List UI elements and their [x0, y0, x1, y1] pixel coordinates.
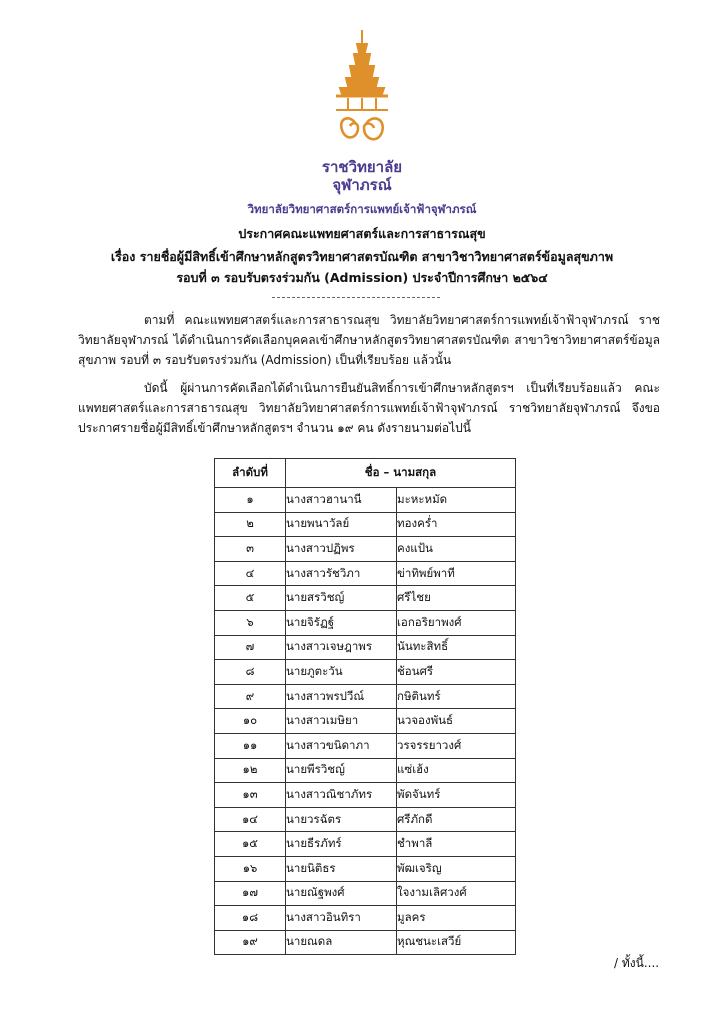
row-number: ๔	[215, 561, 286, 586]
table-header-row	[215, 459, 516, 488]
table-row	[215, 758, 516, 783]
row-number: ๑๐	[215, 709, 286, 734]
table-row	[215, 537, 516, 562]
table-row	[215, 561, 516, 586]
row-first-name: นางสาวพรปวีณ์	[286, 684, 397, 709]
paragraph-1	[78, 310, 660, 370]
row-first-name: นายธีรภัทร์	[286, 832, 397, 857]
row-first-name: นางสาวเจษฎาพร	[286, 635, 397, 660]
row-last-name: คงแป้น	[397, 537, 516, 562]
row-last-name: ข่าทิพย์พาที	[397, 561, 516, 586]
university-name-line2: จุฬาภรณ์	[332, 176, 392, 194]
row-number: ๗	[215, 635, 286, 660]
table-row	[215, 856, 516, 881]
separator-line	[272, 297, 440, 298]
row-number: ๑๙	[215, 930, 286, 955]
row-first-name: นายพีรวิชญ์	[286, 758, 397, 783]
row-number: ๙	[215, 684, 286, 709]
paragraph-2-text: ผู้ผ่านการคัดเลือกได้ดำเนินการยืนยันสิทธิ์การเข้าศึกษาหลักสูตรฯ เป็นที่เรียบร้อยแล้ว คณะแพทยศาสตร์และการสาธารณสุข วิทยาลัยวิทยาศาสตร์การแพทย์เจ้าฟ้าจุฬาภรณ์ ราชวิทยาลัยจุฬาภรณ์ จึงขอประกาศรายชื่อผู้มีสิทธิ์เข้าศึกษาหลักสูตรฯ จำนวน ๑๙ คน ดังรายนามต่อไปนี้	[78, 381, 660, 435]
row-number: ๕	[215, 586, 286, 611]
row-last-name: นวจองพันธ์	[397, 709, 516, 734]
table-row	[215, 832, 516, 857]
row-number: ๑๓	[215, 783, 286, 808]
university-name-line1: ราชวิทยาลัย	[321, 158, 403, 176]
row-first-name: นางสาวเมษิยา	[286, 709, 397, 734]
row-first-name: นายพนาวัลย์	[286, 512, 397, 537]
table-row	[215, 709, 516, 734]
announcement-subject: เรื่อง รายชื่อผู้มีสิทธิ์เข้าศึกษาหลักสูตรวิทยาศาสตรบัณฑิต สาขาวิชาวิทยาศาสตร์ข้อมูลสุขภาพ	[110, 249, 614, 264]
paragraph-2	[78, 378, 660, 438]
row-first-name: นายจิรัฏฐ์	[286, 610, 397, 635]
row-first-name: นางสาวอินทิรา	[286, 906, 397, 931]
row-first-name: นายณดล	[286, 930, 397, 955]
row-last-name: ใจงามเลิศวงศ์	[397, 881, 516, 906]
row-last-name: ทองคร่ำ	[397, 512, 516, 537]
table-row	[215, 586, 516, 611]
row-first-name: นายวรฉัตร	[286, 807, 397, 832]
continued-marker: / ทั้งนี้....	[614, 956, 660, 970]
paragraph-2-lead: บัดนี้	[144, 381, 168, 395]
row-first-name: นายสรวิชญ์	[286, 586, 397, 611]
row-first-name: นางสาวฮานานี	[286, 488, 397, 513]
row-last-name: นันทะสิทธิ์	[397, 635, 516, 660]
college-emblem-icon	[332, 30, 392, 152]
table-row	[215, 684, 516, 709]
row-last-name: พัฒเจริญ	[397, 856, 516, 881]
row-number: ๘	[215, 660, 286, 685]
row-last-name: ศรีไชย	[397, 586, 516, 611]
row-last-name: มูลคร	[397, 906, 516, 931]
table-row	[215, 906, 516, 931]
paragraph-1-lead: ตามที่	[144, 313, 175, 327]
table-row	[215, 930, 516, 955]
row-first-name: นางสาวปฏิพร	[286, 537, 397, 562]
column-header-name: ชื่อ – นามสกุล	[286, 459, 516, 488]
table-row	[215, 488, 516, 513]
table-row	[215, 635, 516, 660]
row-last-name: เอกอริยาพงศ์	[397, 610, 516, 635]
row-last-name: แซ่เฮ้ง	[397, 758, 516, 783]
row-last-name: กษิตินทร์	[397, 684, 516, 709]
table-row	[215, 783, 516, 808]
announcement-round: รอบที่ ๓ รอบรับตรงร่วมกัน (Admission) ประจำปีการศึกษา ๒๕๖๔	[176, 270, 548, 285]
row-number: ๑๒	[215, 758, 286, 783]
row-last-name: ศรีภักดี	[397, 807, 516, 832]
table-row	[215, 807, 516, 832]
announcement-title: ประกาศคณะแพทยศาสตร์และการสาธารณสุข	[238, 226, 486, 241]
row-number: ๖	[215, 610, 286, 635]
table-row	[215, 881, 516, 906]
row-number: ๑๗	[215, 881, 286, 906]
row-first-name: นายนิติธร	[286, 856, 397, 881]
table-row	[215, 512, 516, 537]
row-number: ๑๘	[215, 906, 286, 931]
row-first-name: นางสาวณิชาภัทร	[286, 783, 397, 808]
row-first-name: นายภูตะวัน	[286, 660, 397, 685]
row-number: ๑๖	[215, 856, 286, 881]
row-last-name: ชำพาลี	[397, 832, 516, 857]
row-number: ๑	[215, 488, 286, 513]
row-last-name: วรจรรยาวงศ์	[397, 733, 516, 758]
column-header-no: ลำดับที่	[215, 459, 286, 488]
row-number: ๑๔	[215, 807, 286, 832]
row-last-name: ช้อนศรี	[397, 660, 516, 685]
paragraph-1-text: คณะแพทยศาสตร์และการสาธารณสุข วิทยาลัยวิทยาศาสตร์การแพทย์เจ้าฟ้าจุฬาภรณ์ ราชวิทยาลัยจุฬาภรณ์ ได้ดำเนินการคัดเลือกบุคคลเข้าศึกษาหลักสูตรวิทยาศาสตรบัณฑิต สาขาวิชาวิทยาศาสตร์ข้อมูลสุขภาพ รอบที่ ๓ รอบรับตรงร่วมกัน (Admission) เป็นที่เรียบร้อย แล้วนั้น	[78, 313, 660, 367]
admitted-students-table	[214, 458, 516, 955]
row-number: ๑๕	[215, 832, 286, 857]
row-first-name: นางสาวรัชวิภา	[286, 561, 397, 586]
row-first-name: นายณัฐพงศ์	[286, 881, 397, 906]
row-first-name: นางสาวขนิดาภา	[286, 733, 397, 758]
row-last-name: หุณชนะเสวีย์	[397, 930, 516, 955]
table-row	[215, 660, 516, 685]
row-number: ๑๑	[215, 733, 286, 758]
table-row	[215, 610, 516, 635]
row-number: ๓	[215, 537, 286, 562]
college-name: วิทยาลัยวิทยาศาสตร์การแพทย์เจ้าฟ้าจุฬาภรณ์	[247, 202, 477, 216]
row-last-name: มะหะหมัด	[397, 488, 516, 513]
row-last-name: พัดจันทร์	[397, 783, 516, 808]
table-row	[215, 733, 516, 758]
row-number: ๒	[215, 512, 286, 537]
